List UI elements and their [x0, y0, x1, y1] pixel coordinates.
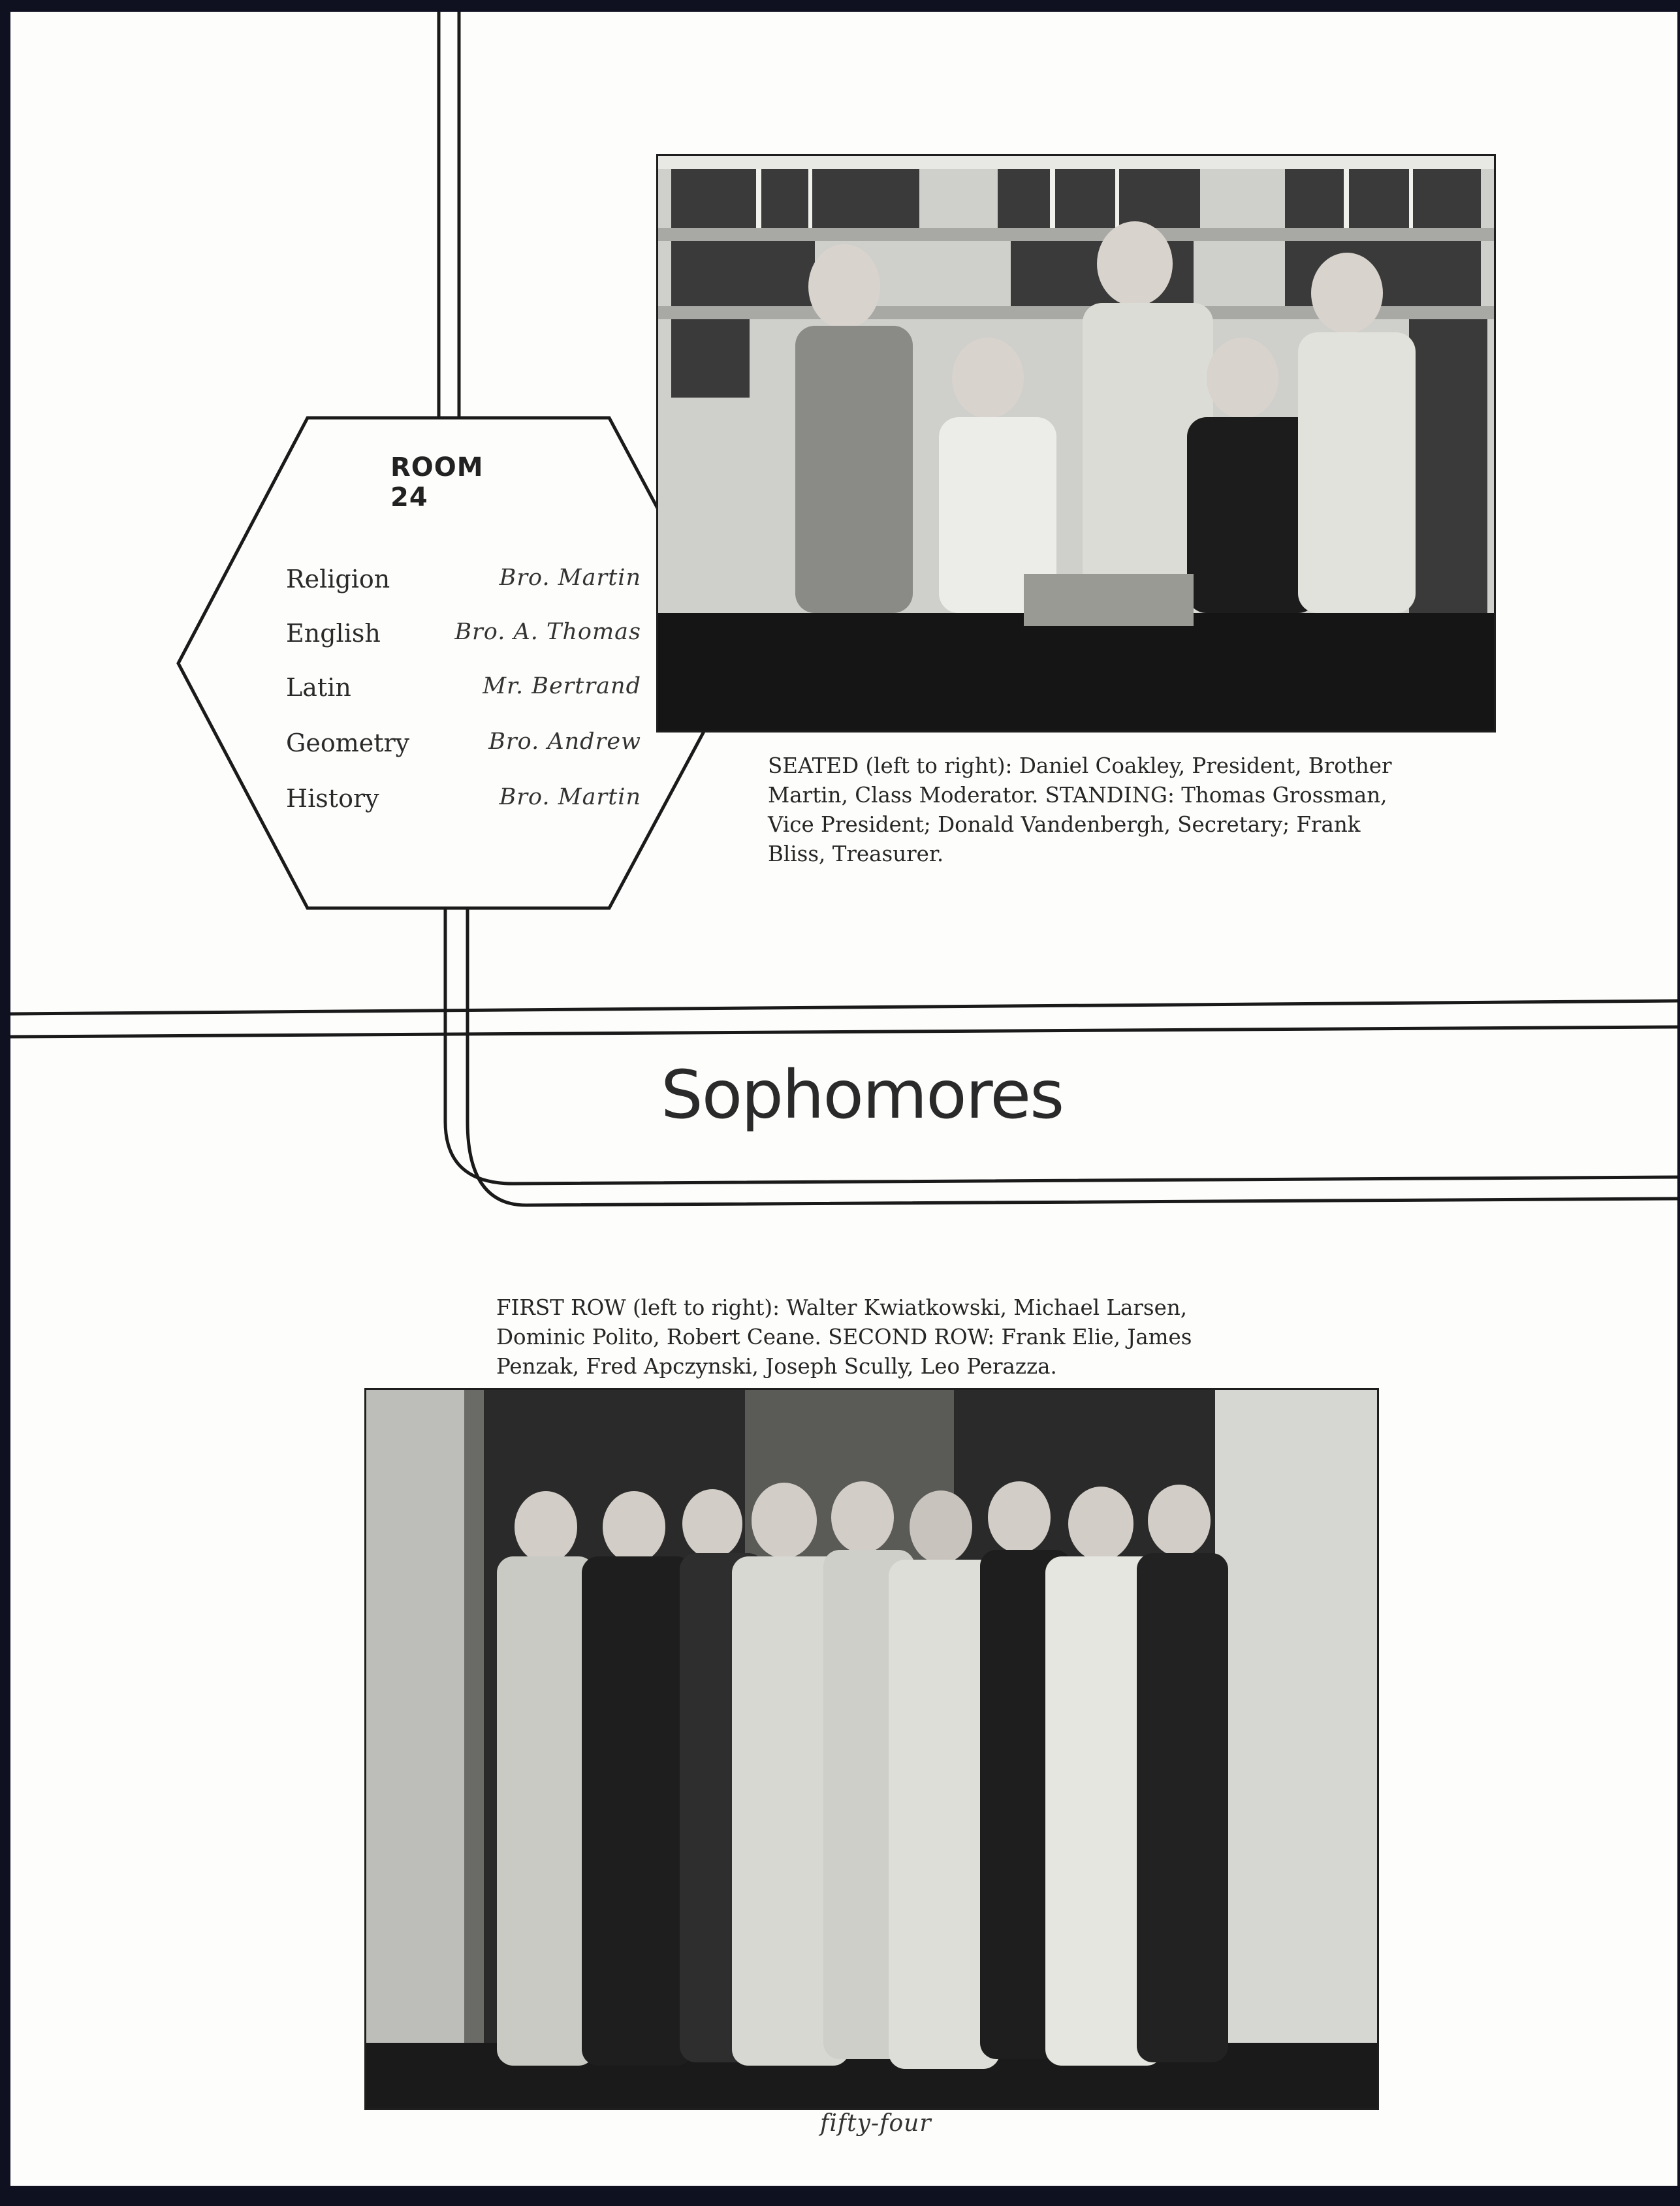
horizontal-rule-top — [10, 1001, 1677, 1014]
teacher-latin: Mr. Bertrand — [483, 673, 641, 699]
officers-photo — [656, 154, 1496, 733]
class-caption-line: Dominic Polito, Robert Ceane. SECOND ROW: Frank Elie, James — [496, 1325, 1192, 1349]
yearbook-page — [10, 12, 1677, 2186]
class-caption-line: Penzak, Fred Apczynski, Joseph Scully, Leo Perazza. — [496, 1354, 1057, 1379]
curved-rule-inner — [468, 906, 1677, 1205]
teacher-history: Bro. Martin — [499, 784, 641, 810]
officers-caption-line: SEATED (left to right): Daniel Coakley, President, Brother — [768, 753, 1392, 778]
officers-caption-line: Vice President; Donald Vandenbergh, Secretary; Frank — [768, 812, 1361, 837]
class-caption-line: FIRST ROW (left to right): Walter Kwiatkowski, Michael Larsen, — [496, 1295, 1188, 1320]
teacher-english: Bro. A. Thomas — [454, 619, 641, 645]
officers-caption-line: Bliss, Treasurer. — [768, 842, 944, 866]
section-heading: Sophomores — [661, 1056, 1064, 1134]
officers-caption — [768, 751, 1392, 869]
teacher-religion: Bro. Martin — [499, 565, 641, 591]
subject-religion: Religion — [286, 565, 390, 593]
officers-caption-line: Martin, Class Moderator. STANDING: Thomas Grossman, — [768, 783, 1387, 808]
curved-rule-outer — [445, 906, 1677, 1184]
subject-history: History — [286, 784, 379, 813]
horizontal-rule-bottom — [10, 1027, 1677, 1037]
class-photo — [364, 1388, 1379, 2110]
subject-latin: Latin — [286, 673, 351, 702]
page-number: fifty-four — [820, 2110, 932, 2137]
subject-geometry: Geometry — [286, 729, 410, 757]
teacher-geometry: Bro. Andrew — [488, 729, 641, 755]
subject-english: English — [286, 619, 381, 648]
room-title: ROOM 24 — [390, 452, 484, 512]
class-caption — [496, 1293, 1192, 1381]
